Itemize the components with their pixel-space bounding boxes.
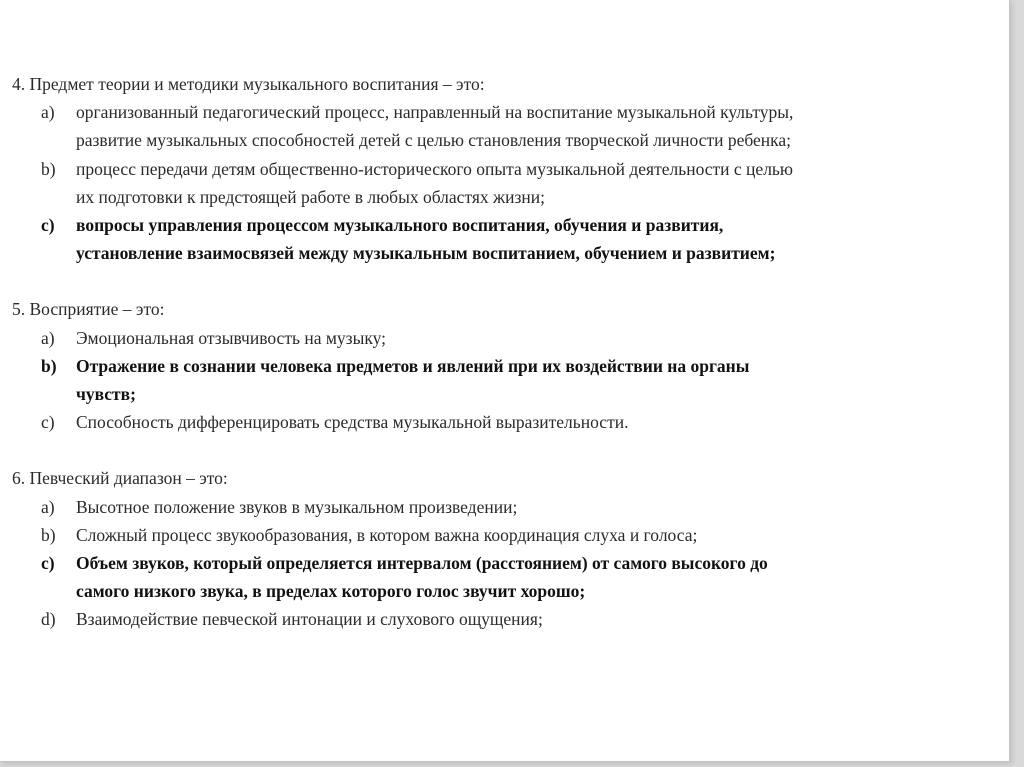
option-b bbox=[12, 155, 992, 211]
option-line: организованный педагогический процесс, направленный на воспитание музыкальной культуры, bbox=[76, 102, 794, 123]
option-marker: b) bbox=[41, 524, 56, 545]
option-line: Высотное положение звуков в музыкальном произведении; bbox=[76, 496, 518, 517]
option-line: Эмоциональная отзывчивость на музыку; bbox=[76, 327, 386, 348]
option-line: Взаимодействие певческой интонации и слухового ощущения; bbox=[76, 609, 543, 630]
option-line: процесс передачи детям общественно-исторического опыта музыкальной деятельности с целью bbox=[76, 158, 793, 179]
option-marker: c) bbox=[41, 412, 55, 433]
option-line: Способность дифференцировать средства музыкальной выразительности. bbox=[76, 412, 629, 433]
option-marker: d) bbox=[41, 609, 56, 630]
option-marker: a) bbox=[41, 102, 55, 123]
option-a bbox=[12, 324, 992, 352]
option-line: самого низкого звука, в пределах которого голос звучит хорошо; bbox=[76, 581, 586, 602]
option-marker: a) bbox=[41, 327, 55, 348]
option-marker: c) bbox=[41, 215, 55, 236]
option-line: Сложный процесс звукообразования, в котором важна координация слуха и голоса; bbox=[76, 524, 698, 545]
option-c-correct bbox=[12, 211, 992, 267]
question-title: 6. Певческий диапазон – это: bbox=[12, 468, 228, 489]
option-line: развитие музыкальных способностей детей с целью становления творческой личности ребенка; bbox=[76, 130, 792, 151]
question-title: 4. Предмет теории и методики музыкального воспитания – это: bbox=[12, 74, 485, 94]
option-c bbox=[12, 408, 992, 436]
quiz-content bbox=[12, 70, 992, 662]
option-marker: b) bbox=[41, 355, 57, 376]
option-line: Объем звуков, который определяется интервалом (расстоянием) от самого высокого до bbox=[76, 553, 768, 574]
option-c-correct bbox=[12, 549, 992, 605]
option-a bbox=[12, 98, 992, 154]
option-b-correct bbox=[12, 352, 992, 408]
option-marker: c) bbox=[41, 553, 55, 574]
option-line: их подготовки к предстоящей работе в любых областях жизни; bbox=[76, 186, 546, 207]
option-marker: b) bbox=[41, 158, 56, 179]
option-marker: a) bbox=[41, 496, 55, 517]
option-d bbox=[12, 605, 992, 633]
question-5 bbox=[12, 295, 992, 436]
question-4 bbox=[12, 70, 992, 267]
option-line: установление взаимосвязей между музыкальным воспитанием, обучением и развитием; bbox=[76, 243, 776, 264]
option-b bbox=[12, 521, 992, 549]
question-6 bbox=[12, 464, 992, 633]
option-a bbox=[12, 493, 992, 521]
question-title: 5. Восприятие – это: bbox=[12, 299, 165, 320]
option-line: Отражение в сознании человека предметов и явлений при их воздействии на органы bbox=[76, 355, 750, 376]
option-line: вопросы управления процессом музыкального воспитания, обучения и развития, bbox=[76, 215, 724, 236]
option-line: чувств; bbox=[76, 384, 136, 405]
